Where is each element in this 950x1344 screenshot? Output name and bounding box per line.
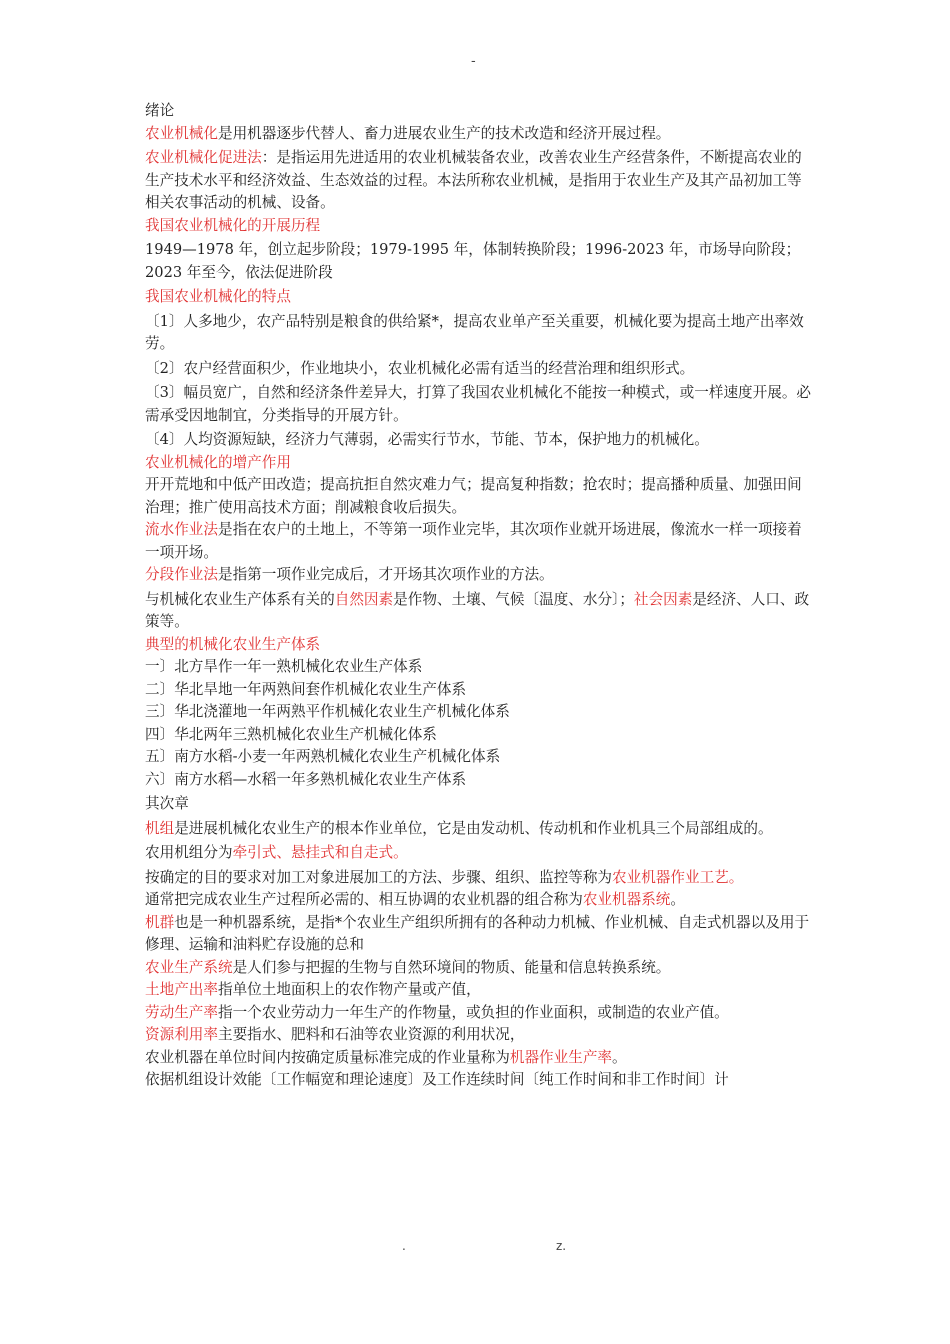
term: 农业机器作业工艺 bbox=[612, 868, 729, 886]
paragraph: 按确定的目的要求对加工对象进展加工的方法、步骤、组织、监控等称为农业机器作业工艺。 bbox=[145, 868, 744, 886]
term: 农业生产系统 bbox=[145, 958, 233, 976]
term: 社会因素 bbox=[633, 590, 693, 608]
section-heading: 我国农业机械化的特点 bbox=[145, 288, 291, 305]
list-item: 二〕华北旱地一年两熟间套作机械化农业生产体系 bbox=[145, 680, 467, 698]
term: 自然因素 bbox=[334, 590, 394, 608]
paragraph-definition: 分段作业法是指第一项作业完成后，才开场其次项作业的方法。 bbox=[145, 566, 554, 583]
term: 土地产出率 bbox=[145, 981, 218, 998]
paragraph: 与机械化农业生产体系有关的自然因素是作物、土壤、气候〔温度、水分〕；社会因素是经济、人口、政策等。 bbox=[145, 590, 810, 630]
section-heading: 典型的机械化农业生产体系 bbox=[145, 635, 321, 653]
chapter-heading: 绪论 bbox=[145, 102, 175, 119]
paragraph: 1949—1978 年，创立起步阶段；1979-1995 年，体制转换阶段；1996-2023 年，市场导向阶段；2023 年至今，依法促进阶段 bbox=[145, 241, 801, 281]
term: 农业机器系统 bbox=[582, 891, 671, 908]
section-heading: 我国农业机械化的开展历程 bbox=[145, 216, 321, 234]
list-item: 〔2〕农户经营面积少，作业地块小，农业机械化必需有适当的经营治理和组织形式。 bbox=[145, 359, 695, 377]
term: 机组 bbox=[145, 819, 175, 837]
list-item: 一〕北方旱作一年一熟机械化农业生产体系 bbox=[145, 658, 423, 675]
paragraph-definition: 土地产出率指单位土地面积上的农作物产量或产值， bbox=[145, 981, 481, 998]
term: 农业机械化促进法 bbox=[145, 149, 262, 166]
term: 机器作业生产率 bbox=[509, 1048, 613, 1066]
term: 牵引式、悬挂式和自走式 bbox=[232, 844, 394, 861]
paragraph-definition: 劳动生产率指一个农业劳动力一年生产的作物量，或负担的作业面积，或制造的农业产值。 bbox=[145, 1003, 729, 1021]
term: 流水作业法 bbox=[145, 521, 218, 538]
term: 农业机械化 bbox=[145, 124, 218, 142]
paragraph: 依据机组设计效能〔工作幅宽和理论速度〕及工作连续时间〔纯工作时间和非工作时间〕计 bbox=[145, 1071, 729, 1088]
term: 劳动生产率 bbox=[145, 1003, 218, 1021]
list-item: 六〕南方水稻—水稻一年多熟机械化农业生产体系 bbox=[145, 770, 467, 788]
paragraph: 农业机器在单位时间内按确定质量标准完成的作业量称为机器作业生产率。 bbox=[145, 1048, 627, 1066]
paragraph-definition: 农业机械化促进法：是指运用先进适用的农业机械装备农业，改善农业生产经营条件，不断提高农业的生产技术水平和经济效益、生态效益的过程。本法所称农业机械，是指用于农业生产及其产品初加工等相关农事活动的机械、设备。 bbox=[145, 149, 802, 211]
paragraph-definition: 资源利用率主要指水、肥料和石油等农业资源的利用状况， bbox=[145, 1026, 525, 1043]
footer-right-mark: z. bbox=[556, 1239, 567, 1253]
list-item: 三〕华北浇灌地一年两熟平作机械化农业生产机械化体系 bbox=[145, 703, 510, 720]
list-item: 〔3〕幅员宽广，自然和经济条件差异大，打算了我国农业机械化不能按一种模式，或一样速度开展。必需承受因地制宜，分类指导的开展方针。 bbox=[145, 384, 812, 424]
list-item: 〔1〕人多地少，农产品特别是粮食的供给紧*，提高农业单产至关重要，机械化要为提高土地产出率效劳。 bbox=[145, 312, 804, 352]
paragraph-definition: 流水作业法是指在农户的土地上，不等第一项作业完毕，其次项作业就开场进展，像流水一样一项接着一项开场。 bbox=[145, 521, 802, 561]
list-item: 四〕华北两年三熟机械化农业生产机械化体系 bbox=[145, 725, 437, 743]
page-header-mark: - bbox=[471, 54, 476, 69]
paragraph: 通常把完成农业生产过程所必需的、相互协调的农业机器的组合称为农业机器系统。 bbox=[145, 891, 686, 908]
term: 分段作业法 bbox=[145, 566, 218, 583]
document-body bbox=[145, 100, 813, 1092]
paragraph-definition: 机群也是一种机器系统，是指*个农业生产组织所拥有的各种动力机械、作业机械、自走式机器以及用于修理、运输和油料贮存设施的总和 bbox=[145, 913, 810, 953]
chapter-heading: 其次章 bbox=[145, 795, 189, 812]
paragraph-definition: 机组是进展机械化农业生产的根本作业单位，它是由发动机、传动机和作业机具三个局部组成的。 bbox=[145, 819, 773, 837]
paragraph-definition: 农业生产系统是人们参与把握的生物与自然环境间的物质、能量和信息转换系统。 bbox=[145, 958, 671, 976]
term: 机群 bbox=[145, 913, 175, 931]
paragraph: 农用机组分为牵引式、悬挂式和自走式。 bbox=[145, 844, 408, 861]
footer-left-mark: . bbox=[402, 1239, 406, 1253]
term: 资源利用率 bbox=[145, 1026, 218, 1043]
paragraph: 开开荒地和中低产田改造；提高抗拒自然灾难力气；提高复种指数；抢农时；提高播种质量、加强田间治理；推广使用高技术方面；削减粮食收后损失。 bbox=[145, 476, 802, 516]
list-item: 〔4〕人均资源短缺，经济力气薄弱，必需实行节水，节能、节本，保护地力的机械化。 bbox=[145, 431, 709, 448]
section-heading: 农业机械化的增产作用 bbox=[145, 453, 291, 471]
list-item: 五〕南方水稻-小麦一年两熟机械化农业生产机械化体系 bbox=[145, 748, 501, 765]
paragraph-definition: 农业机械化是用机器逐步代替人、畜力进展农业生产的技术改造和经济开展过程。 bbox=[145, 124, 671, 142]
